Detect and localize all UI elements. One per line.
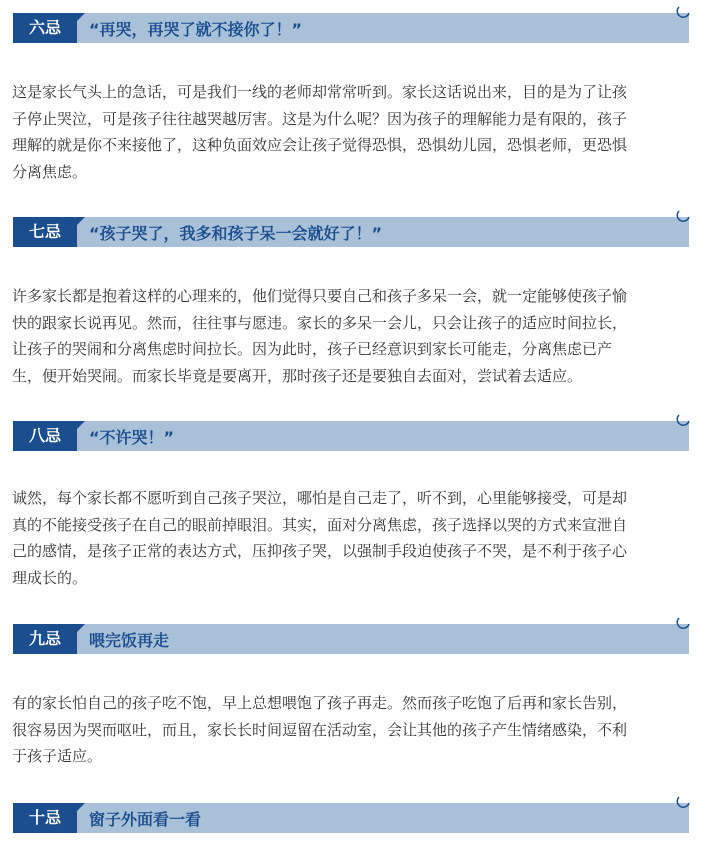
text-line: 己的感情，是孩子正常的表达方式，压抑孩子哭，以强制手段迫使孩子不哭，是不利于孩子心 <box>12 542 628 560</box>
text-line: 生，便开始哭闹。而家长毕竟是要离开，那时孩子还是要独自去面对，尝试着去适应。 <box>12 366 583 385</box>
corner-curl-icon <box>676 4 692 20</box>
text-line: 这是家长气头上的急话，可是我们一线的老师却常常听到。家长这话说出来，目的是为了让孩 <box>12 83 628 101</box>
text-line: 真的不能接受孩子在自己的眼前掉眼泪。其实，面对分离焦虑，孩子选择以哭的方式来宣泄自 <box>12 515 628 534</box>
badge-tail-decoration <box>77 217 85 225</box>
section-header <box>13 217 689 247</box>
section-9-paragraph <box>12 690 690 770</box>
section-title: “不许哭！” <box>89 428 175 447</box>
corner-curl-icon <box>676 412 692 428</box>
section-badge: 九忌 <box>13 624 77 654</box>
section-title: “孩子哭了，我多和孩子呆一会就好了！” <box>89 224 383 243</box>
section-8-paragraph <box>12 485 690 591</box>
text-line: 于孩子适应。 <box>12 747 103 765</box>
section-header <box>13 624 689 654</box>
corner-curl-icon <box>676 794 692 810</box>
section-badge: 七忌 <box>13 217 77 247</box>
text-line: 让孩子的哭闹和分离焦虑时间拉长。因为此时，孩子已经意识到家长可能走，分离焦虑已产 <box>12 340 613 358</box>
section-badge: 八忌 <box>13 421 77 451</box>
badge-tail-decoration <box>77 624 85 632</box>
badge-tail-decoration <box>77 421 85 429</box>
section-title: 喂完饭再走 <box>89 631 170 650</box>
text-line: 理解的就是你不来接他了，这种负面效应会让孩子觉得恐惧，恐惧幼儿园，恐惧老师，更恐惧 <box>12 136 628 154</box>
section-title: 窗子外面看一看 <box>89 810 202 829</box>
text-line: 有的家长怕自己的孩子吃不饱，早上总想喂饱了孩子再走。然而孩子吃饱了后再和家长告别， <box>12 694 628 712</box>
section-7-paragraph <box>12 283 690 389</box>
text-line: 快的跟家长说再见。然而，往往事与愿违。家长的多呆一会儿，只会让孩子的适应时间拉长， <box>12 313 628 332</box>
badge-tail-decoration <box>77 803 85 811</box>
corner-curl-icon <box>676 615 692 631</box>
section-header <box>13 13 689 43</box>
section-title: “再哭，再哭了就不接你了！” <box>89 20 303 39</box>
text-line: 理成长的。 <box>12 568 88 587</box>
corner-curl-icon <box>676 208 692 224</box>
section-6-paragraph <box>12 79 690 185</box>
text-line: 许多家长都是抱着这样的心理来的，他们觉得只要自己和孩子多呆一会，就一定能够使孩子愉 <box>12 287 628 305</box>
section-header <box>13 803 689 833</box>
section-badge: 十忌 <box>13 803 77 833</box>
section-header <box>13 421 689 451</box>
text-line: 子停止哭泣，可是孩子往往越哭越厉害。这是为什么呢？因为孩子的理解能力是有限的，孩子 <box>12 109 628 128</box>
badge-tail-decoration <box>77 13 85 21</box>
text-line: 诚然，每个家长都不愿听到自己孩子哭泣，哪怕是自己走了，听不到，心里能够接受，可是却 <box>12 489 628 507</box>
text-line: 很容易因为哭而呕吐，而且，家长长时间逗留在活动室，会让其他的孩子产生情绪感染，不利 <box>12 720 628 739</box>
section-badge: 六忌 <box>13 13 77 43</box>
text-line: 分离焦虑。 <box>12 162 88 181</box>
